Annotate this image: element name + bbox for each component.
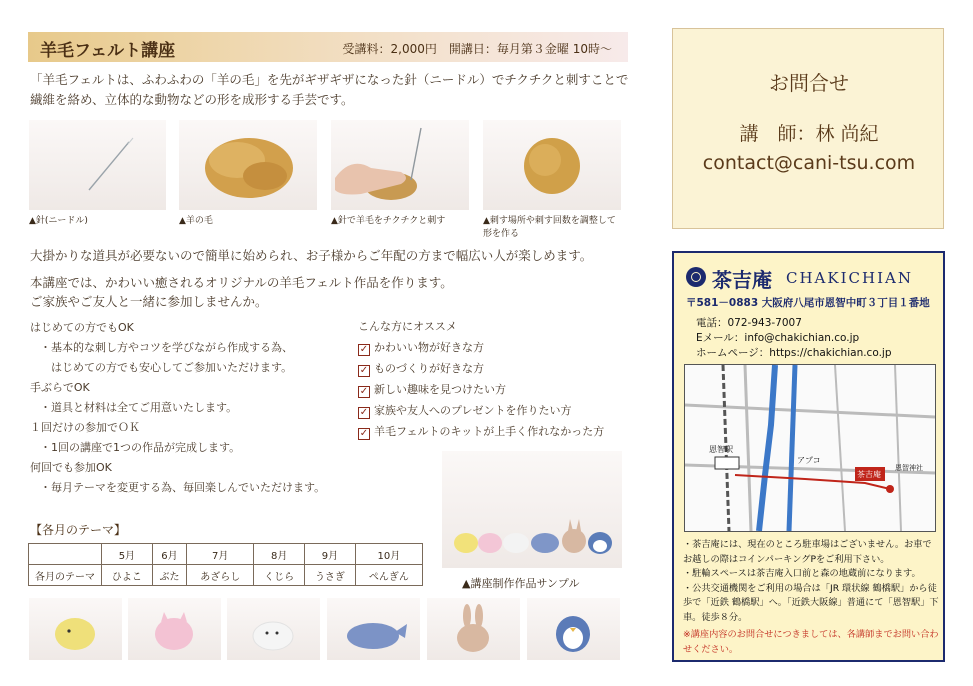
intro-line-1: 「羊毛フェルトは、ふわふわの「羊の毛」を先がギザギザになった針（ニードル）でチクチクと刺すことで: [30, 72, 629, 87]
access-notes: [683, 538, 939, 657]
feature-detail-1b: はじめての方でも安心してご参加いただけます。: [40, 361, 293, 374]
animal-cell: うさぎ: [305, 565, 356, 586]
map-label-apco: アプコ: [797, 456, 821, 465]
checkbox-icon: ✓: [359, 344, 369, 355]
checkbox-icon: ✓: [359, 428, 369, 439]
needle-photo: [29, 120, 166, 210]
month-cell: 6月: [152, 544, 186, 565]
sample-caption: ▲講座制作作品サンプル: [462, 577, 580, 590]
note-transit: ・公共交通機関をご利用の場合は「JR 環状線 鶴橋駅」から徒歩で「近鉄 鶴橋駅」へ。「近鉄大阪線」普通にて「恩智駅」下車。徒歩８分。: [683, 582, 939, 623]
animal-cell: ぶた: [152, 565, 186, 586]
recommend-title: こんな方にオススメ: [358, 320, 457, 333]
month-cell: 9月: [305, 544, 356, 565]
features-list: [30, 318, 360, 498]
access-map: [684, 364, 936, 532]
themes-title: 【各月のテーマ】: [30, 523, 127, 537]
recommend-item: ✓ 家族や友人へのプレゼントを作りたい方: [359, 404, 572, 418]
note-inquiry: ※講座内容のお問合せにつきましては、各講師までお問い合わせください。: [683, 629, 939, 655]
course-desc-line-1: 本講座では、かわいい癒されるオリジナルの羊毛フェルト作品を作ります。: [30, 275, 453, 290]
course-title: 羊毛フェルト講座: [40, 41, 176, 61]
feature-title-1: はじめての方でもOK: [30, 321, 134, 334]
course-desc-line-2: ご家族やご友人と一緒に参加しませんか。: [30, 294, 268, 309]
course-header-bar: [28, 32, 628, 62]
recommend-item: ✓ 羊毛フェルトのキットが上手く作れなかった方: [359, 425, 605, 439]
contact-panel: [672, 28, 944, 229]
checkbox-icon: ✓: [359, 407, 369, 418]
chakichian-contact-block: [696, 316, 892, 361]
chakichian-name-jp: 茶吉庵: [712, 268, 772, 292]
seal-icon: [227, 598, 320, 660]
lead-text: 大掛かりな道具が必要ないので簡単に始められ、お子様からご年配の方まで幅広い人が楽しめます。: [30, 248, 593, 263]
chakichian-email[interactable]: Eメール：info@chakichian.co.jp: [696, 332, 860, 344]
recommend-item: ✓ 新しい趣味を見つけたい方: [359, 383, 506, 397]
chakichian-name-en: CHAKICHIAN: [786, 269, 913, 287]
feature-title-3: １回だけの参加でＯＫ: [30, 421, 140, 434]
instructor-name: 講 師：林 尚紀: [739, 123, 879, 145]
penguin-photo: [527, 598, 620, 660]
feature-detail-1a: ・基本的な刺し方やコツを学びながら作成する為、: [40, 341, 293, 354]
themes-animals-row: [29, 565, 423, 586]
rabbit-icon: [427, 598, 520, 660]
whale-photo: [327, 598, 420, 660]
map-label-station: 恩智駅: [709, 445, 733, 454]
feature-title-4: 何回でも参加OK: [30, 461, 112, 474]
month-cell: 5月: [102, 544, 153, 565]
wool-ball-icon: [483, 120, 621, 210]
note-parking: ・茶吉庵には、現在のところ駐車場はございません。お車でお越しの際はコインパーキングPをご利用下さい。: [683, 539, 932, 565]
seal-photo: [227, 598, 320, 660]
feature-detail-2: ・道具と材料は全てご用意いたします。: [40, 401, 238, 414]
month-cell: 10月: [355, 544, 422, 565]
chakichian-logo-icon: [686, 267, 706, 287]
poking-photo: [331, 120, 469, 210]
chick-icon: [29, 598, 122, 660]
feature-title-2: 手ぶらでOK: [30, 381, 90, 394]
note-bicycle: ・駐輪スペースは茶吉庵入口前と森の地蔵前になります。: [683, 568, 921, 579]
animal-cell: あざらし: [187, 565, 254, 586]
step-caption-4: ▲刺す場所や刺す回数を調整して形を作る: [483, 216, 616, 239]
step-caption-1: ▲針(ニードル): [29, 216, 88, 226]
recommend-item: ✓ かわいい物が好きな方: [359, 341, 484, 355]
needle-icon: [29, 120, 166, 210]
animal-cell: ひよこ: [102, 565, 153, 586]
sample-works-photo: [442, 451, 622, 568]
course-description: [30, 273, 630, 311]
themes-months-row: [29, 544, 423, 565]
chakichian-homepage[interactable]: ホームページ：https://chakichian.co.jp: [696, 347, 892, 359]
feature-detail-4: ・毎月テーマを変更する為、毎回楽しんでいただけます。: [40, 481, 326, 494]
table-corner: [29, 544, 102, 565]
month-cell: 7月: [187, 544, 254, 565]
wool-photo: [179, 120, 317, 210]
wool-icon: [179, 120, 317, 210]
contact-email[interactable]: contact@cani-tsu.com: [702, 152, 916, 174]
animal-cell: ぺんぎん: [355, 565, 422, 586]
chick-photo: [29, 598, 122, 660]
animal-cell: くじら: [254, 565, 305, 586]
rabbit-photo: [427, 598, 520, 660]
recommend-list: [358, 316, 638, 442]
shaped-wool-photo: [483, 120, 621, 210]
penguin-icon: [527, 598, 620, 660]
step-caption-3: ▲針で羊毛をチクチクと刺す: [331, 216, 446, 226]
intro-line-2: 繊維を絡め、立体的な動物などの形を成形する手芸です。: [30, 92, 354, 107]
map-label-shop: 茶吉庵: [857, 470, 881, 479]
contact-heading: お問合せ: [769, 71, 849, 95]
checkbox-icon: ✓: [359, 365, 369, 376]
themes-table: [28, 543, 423, 586]
felt-animals-icon: [442, 451, 622, 568]
hand-poking-icon: [331, 120, 469, 210]
month-cell: 8月: [254, 544, 305, 565]
recommend-item: ✓ ものづくりが好きな方: [359, 362, 484, 376]
checkbox-icon: ✓: [359, 386, 369, 397]
whale-icon: [327, 598, 420, 660]
pig-photo: [128, 598, 221, 660]
feature-detail-3: ・1回の講座で1つの作品が完成します。: [40, 441, 241, 454]
row-label: 各月のテーマ: [29, 565, 102, 586]
course-fee-schedule: 受講料：2,000円 開講日：毎月第３金曜 10時～: [342, 42, 612, 56]
chakichian-tel: 電話：072‐943‐7007: [696, 317, 802, 329]
chakichian-address: 〒581－0883 大阪府八尾市恩智中町３丁目１番地: [686, 297, 930, 309]
map-label-shrine: 恩智神社: [895, 464, 923, 472]
step-caption-2: ▲羊の毛: [179, 216, 213, 226]
intro-text: [30, 70, 630, 110]
pig-icon: [128, 598, 221, 660]
